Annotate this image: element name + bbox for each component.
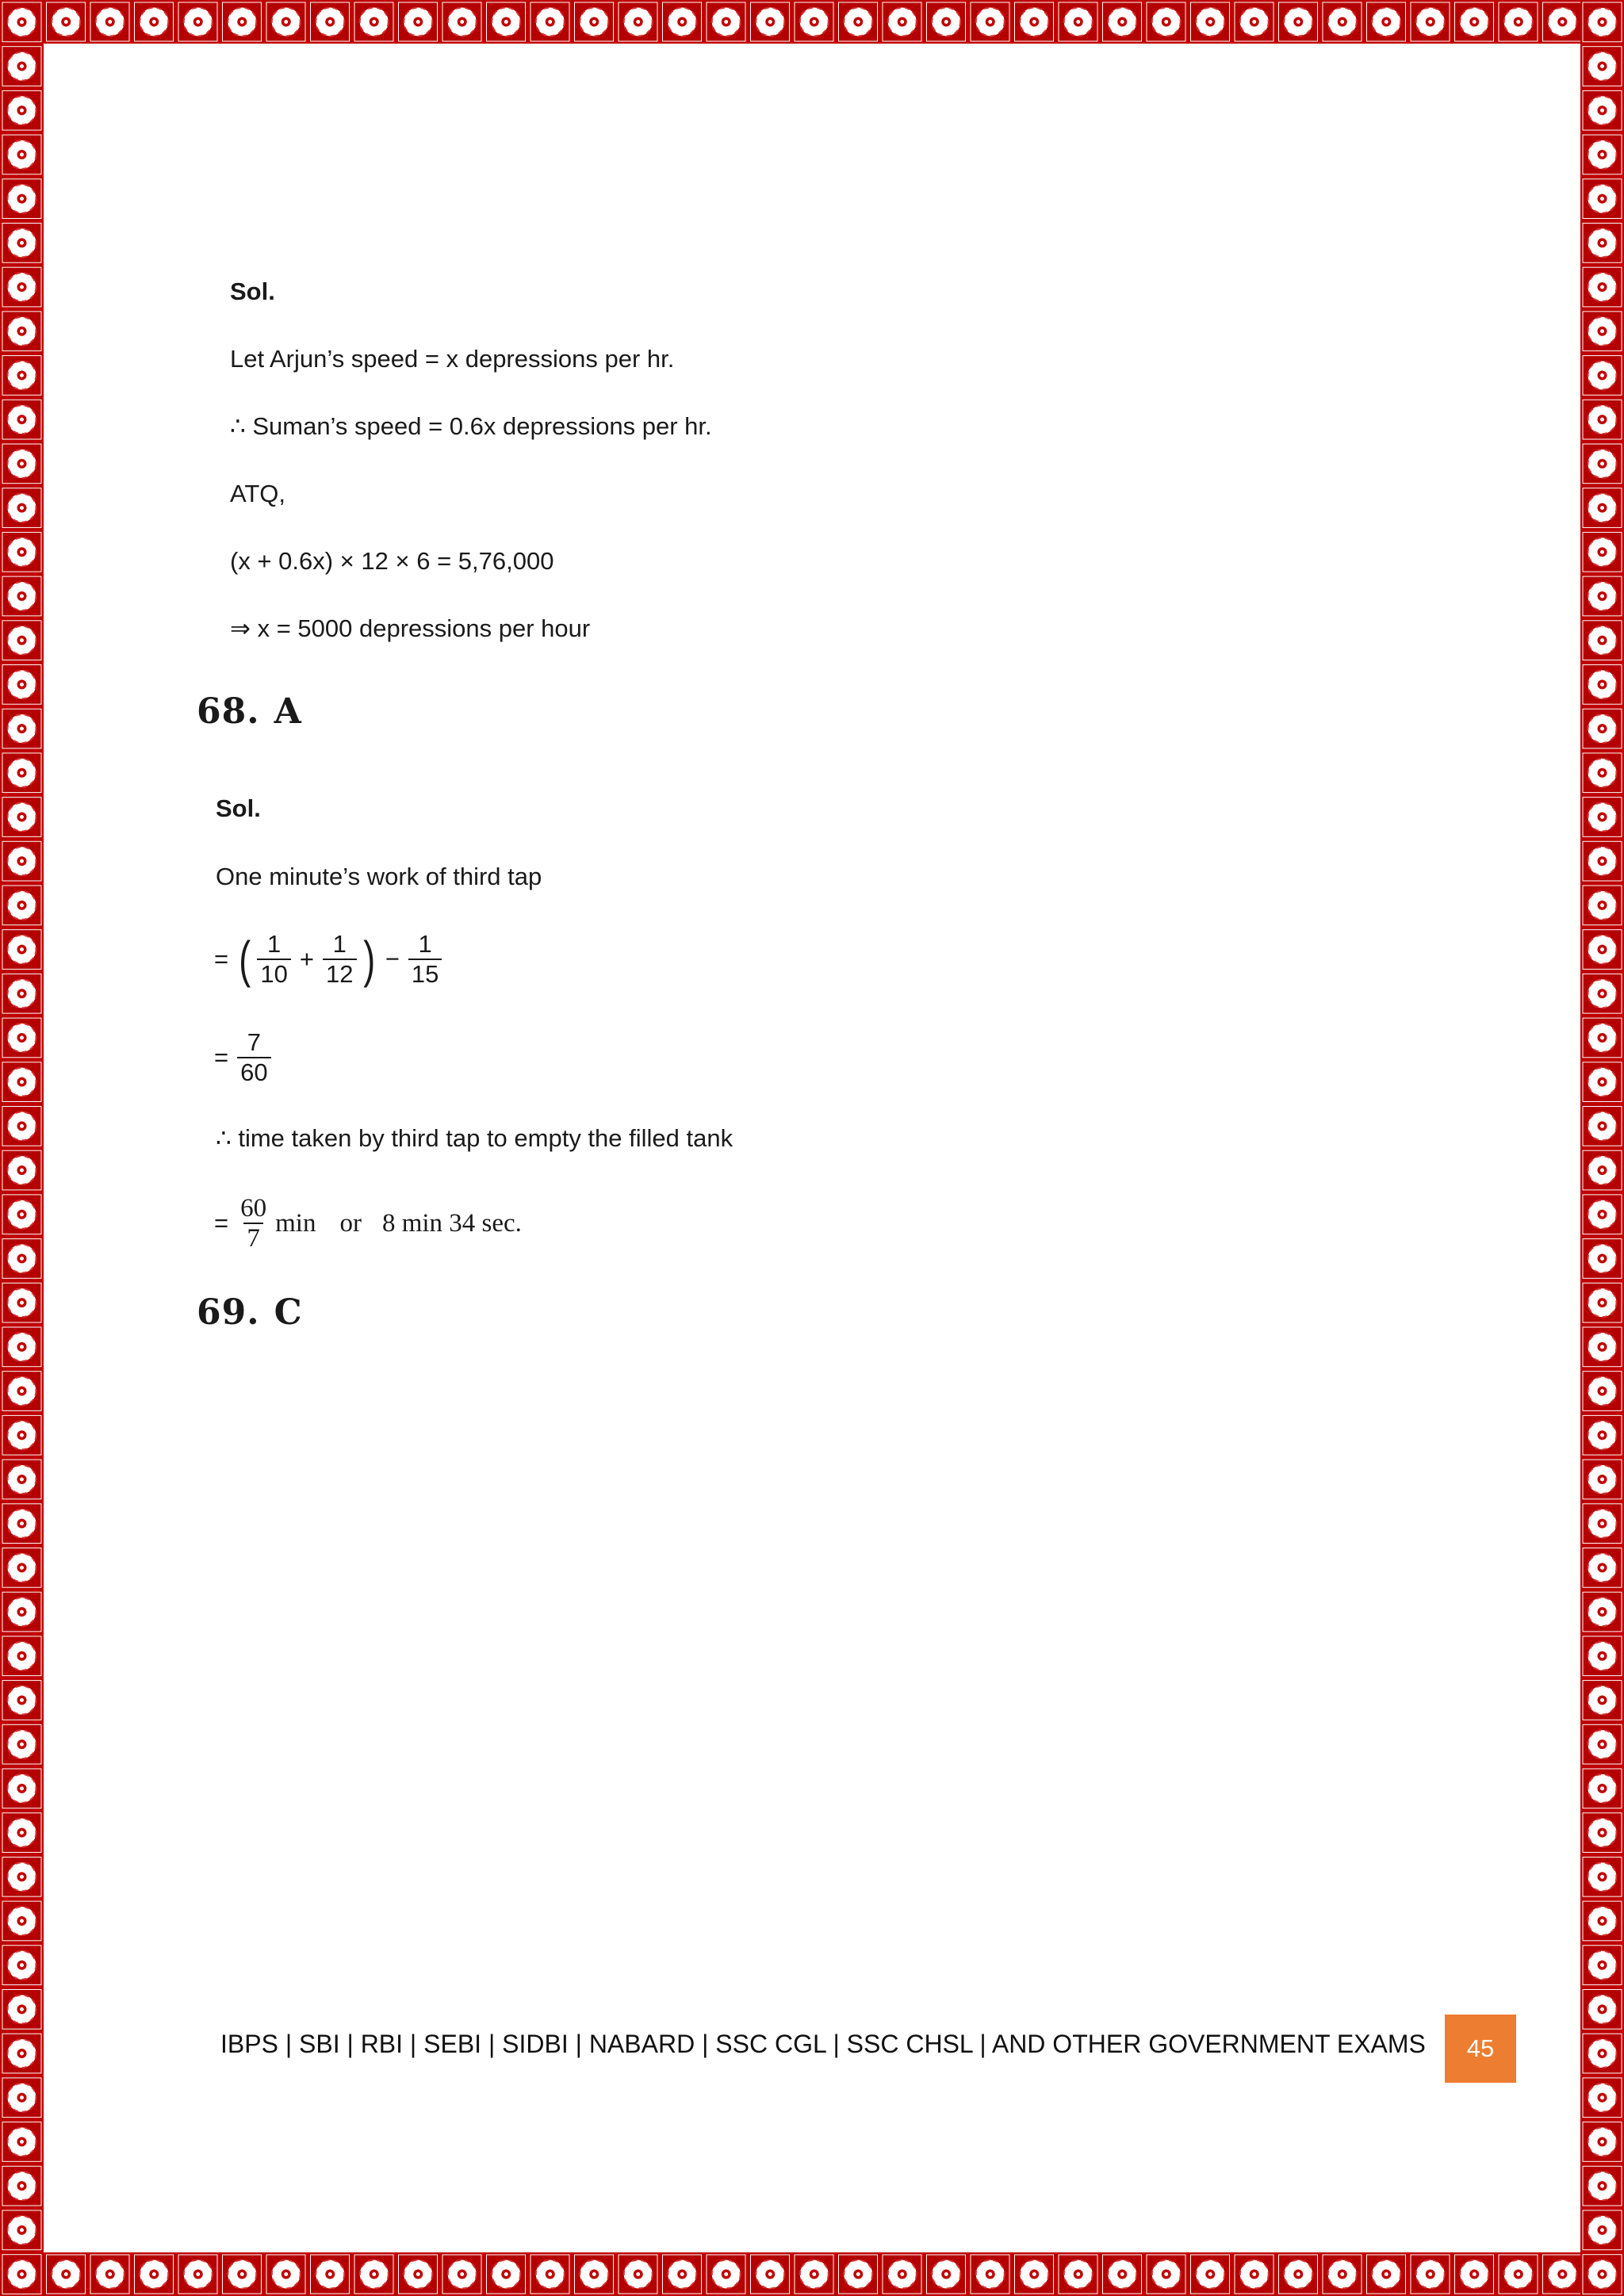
solution-line: One minute’s work of third tap — [216, 863, 542, 890]
sol-label: Sol. — [216, 794, 261, 822]
fraction-expression-2: = $\frac{7}{60}$ — [214, 1020, 274, 1096]
footer-exam-list: IBPS | SBI | RBI | SEBI | SIDBI | NABARD | SSC CGL | SSC CHSL | AND OTHER GOVERNMENT EXAMS — [220, 2030, 1426, 2058]
solution-line: ⇒ x = 5000 depressions per hour — [230, 614, 591, 642]
fraction: $\frac{60}{7}$ — [240, 1194, 267, 1253]
answer-heading-68 — [197, 691, 302, 732]
solution-line: ATQ, — [230, 480, 286, 507]
fraction-expression-1: = ( $\frac{1}{10}$ + $\frac{1}{12}$ ) − $\frac{1}{15}$ — [214, 920, 444, 999]
page-number: 45 — [1445, 2015, 1516, 2083]
decorative-border-bottom — [0, 2252, 1624, 2296]
fraction: $\frac{1}{12}$ — [323, 932, 356, 987]
fraction-expression-3: = $\frac{60}{7}$ min or 8 min 34 sec. — [214, 1194, 522, 1253]
solution-line: ∴ time taken by third tap to empty the filled tank — [216, 1124, 733, 1152]
solution-line: ∴ Suman’s speed = 0.6x depressions per hr. — [230, 412, 712, 440]
decorative-border-left — [0, 0, 44, 2296]
solution-line: Let Arjun’s speed = x depressions per hr. — [230, 345, 675, 373]
fraction: $\frac{1}{15}$ — [408, 932, 442, 987]
solution-line: (x + 0.6x) × 12 × 6 = 5,76,000 — [230, 547, 554, 575]
answer-number: 69. — [197, 1292, 260, 1333]
answer-heading-69 — [197, 1292, 303, 1333]
decorative-border-right — [1580, 0, 1624, 2296]
sol-label: Sol. — [230, 277, 275, 305]
answer-option: C — [274, 1292, 303, 1333]
answer-number: 68. — [197, 691, 260, 732]
decorative-border-top — [0, 0, 1624, 44]
answer-option: A — [274, 691, 302, 732]
fraction: $\frac{7}{60}$ — [237, 1030, 270, 1085]
fraction: $\frac{1}{10}$ — [257, 932, 290, 987]
